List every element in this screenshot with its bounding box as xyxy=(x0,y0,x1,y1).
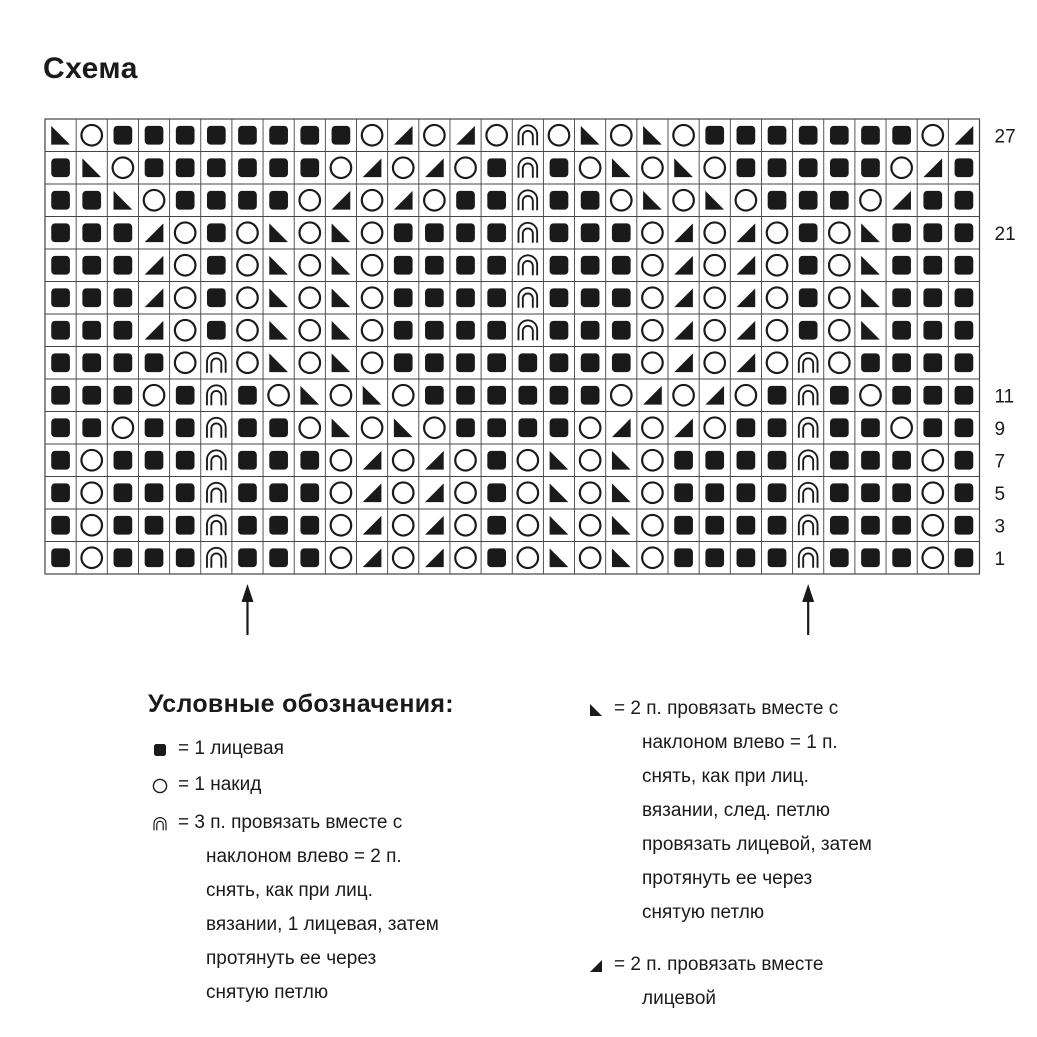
knit-stitch-icon xyxy=(830,158,849,177)
knit-stitch-icon xyxy=(394,353,413,372)
knit-stitch-icon xyxy=(799,126,818,145)
knit-stitch-icon xyxy=(114,516,133,535)
knit-stitch-icon xyxy=(456,386,475,405)
knit-stitch-icon xyxy=(705,516,724,535)
knit-stitch-icon xyxy=(955,321,974,340)
knit-stitch-icon xyxy=(238,191,257,210)
knit-stitch-icon xyxy=(737,483,756,502)
knit-stitch-icon xyxy=(51,386,70,405)
knit-stitch-icon xyxy=(300,548,319,567)
knit-stitch-icon xyxy=(269,126,288,145)
knit-stitch-icon xyxy=(207,288,226,307)
knit-stitch-icon xyxy=(737,548,756,567)
knit-stitch-icon xyxy=(768,516,787,535)
row-number-label: 1 xyxy=(994,548,1006,570)
knit-stitch-icon xyxy=(207,223,226,242)
knit-stitch-icon xyxy=(799,191,818,210)
row-number-label: 27 xyxy=(994,126,1016,148)
row-number-label: 9 xyxy=(994,418,1006,440)
knit-stitch-icon xyxy=(82,288,101,307)
knit-stitch-icon xyxy=(425,223,444,242)
knit-stitch-icon xyxy=(456,191,475,210)
knit-stitch-icon xyxy=(82,223,101,242)
knit-stitch-icon xyxy=(487,483,506,502)
knit-stitch-icon xyxy=(518,386,537,405)
knit-stitch-icon xyxy=(550,386,569,405)
circle-icon xyxy=(150,776,170,796)
knit-stitch-icon xyxy=(705,126,724,145)
knit-stitch-icon xyxy=(51,451,70,470)
knit-stitch-icon xyxy=(425,256,444,275)
knit-stitch-icon xyxy=(114,386,133,405)
knit-stitch-icon xyxy=(51,353,70,372)
knit-stitch-icon xyxy=(955,451,974,470)
knit-stitch-icon xyxy=(955,353,974,372)
knit-stitch-icon xyxy=(269,516,288,535)
knit-stitch-icon xyxy=(394,288,413,307)
knit-stitch-icon xyxy=(830,191,849,210)
knit-stitch-icon xyxy=(550,256,569,275)
knit-stitch-icon xyxy=(176,418,195,437)
knit-stitch-icon xyxy=(51,288,70,307)
knit-stitch-icon xyxy=(487,288,506,307)
knit-stitch-icon xyxy=(487,386,506,405)
knit-stitch-icon xyxy=(705,451,724,470)
knit-stitch-icon xyxy=(861,548,880,567)
knit-stitch-icon xyxy=(176,548,195,567)
knit-stitch-icon xyxy=(145,483,164,502)
knit-stitch-icon xyxy=(487,451,506,470)
knit-stitch-icon xyxy=(176,483,195,502)
knit-stitch-icon xyxy=(207,321,226,340)
legend-text-line: = 2 п. провязать вместе xyxy=(614,954,824,975)
knit-stitch-icon xyxy=(238,483,257,502)
knit-stitch-icon xyxy=(51,158,70,177)
knit-stitch-icon xyxy=(269,451,288,470)
knit-stitch-icon xyxy=(955,386,974,405)
knit-stitch-icon xyxy=(923,386,942,405)
knit-stitch-icon xyxy=(955,256,974,275)
knit-stitch-icon xyxy=(82,353,101,372)
knit-stitch-icon xyxy=(51,483,70,502)
knit-stitch-icon xyxy=(487,321,506,340)
knit-stitch-icon xyxy=(82,418,101,437)
legend-text-line: = 2 п. провязать вместе с xyxy=(614,698,839,719)
knit-stitch-icon xyxy=(394,256,413,275)
knit-stitch-icon xyxy=(238,451,257,470)
knit-stitch-icon xyxy=(799,223,818,242)
knit-stitch-icon xyxy=(674,516,693,535)
knit-stitch-icon xyxy=(176,158,195,177)
knit-stitch-icon xyxy=(612,256,631,275)
knit-stitch-icon xyxy=(145,418,164,437)
knit-stitch-icon xyxy=(51,321,70,340)
knit-stitch-icon xyxy=(487,418,506,437)
knit-stitch-icon xyxy=(892,256,911,275)
knit-stitch-icon xyxy=(830,548,849,567)
knit-stitch-icon xyxy=(861,516,880,535)
knit-stitch-icon xyxy=(737,418,756,437)
knit-stitch-icon xyxy=(82,256,101,275)
knit-stitch-icon xyxy=(114,288,133,307)
knit-stitch-icon xyxy=(581,386,600,405)
knit-stitch-icon xyxy=(145,451,164,470)
knit-stitch-icon xyxy=(300,158,319,177)
knit-stitch-icon xyxy=(425,353,444,372)
knit-stitch-icon xyxy=(238,126,257,145)
knit-stitch-icon xyxy=(923,223,942,242)
knit-stitch-icon xyxy=(176,516,195,535)
legend-title: Условные обозначения: xyxy=(148,690,454,718)
knit-stitch-icon xyxy=(955,191,974,210)
knit-stitch-icon xyxy=(456,353,475,372)
knit-stitch-icon xyxy=(145,548,164,567)
knit-stitch-icon xyxy=(550,353,569,372)
knit-stitch-icon xyxy=(737,451,756,470)
legend-text-line: вязании, след. петлю xyxy=(642,800,830,821)
knit-stitch-icon xyxy=(861,158,880,177)
knit-stitch-icon xyxy=(425,288,444,307)
knit-stitch-icon xyxy=(830,516,849,535)
knit-stitch-icon xyxy=(581,191,600,210)
repeat-arrow-icon xyxy=(802,584,814,635)
knit-stitch-icon xyxy=(674,483,693,502)
knit-stitch-icon xyxy=(82,191,101,210)
knit-stitch-icon xyxy=(799,256,818,275)
knit-stitch-icon xyxy=(768,548,787,567)
knit-stitch-icon xyxy=(923,288,942,307)
knit-stitch-icon xyxy=(145,158,164,177)
knit-stitch-icon xyxy=(892,548,911,567)
knit-stitch-icon xyxy=(176,451,195,470)
knit-stitch-icon xyxy=(176,191,195,210)
left-triangle-icon xyxy=(586,700,606,720)
legend-text-line: снятую петлю xyxy=(206,982,329,1003)
knit-stitch-icon xyxy=(955,548,974,567)
knit-stitch-icon xyxy=(145,353,164,372)
chart-title: Схема xyxy=(43,52,138,85)
knit-stitch-icon xyxy=(550,418,569,437)
legend-text-line: лицевой xyxy=(642,988,716,1009)
knit-stitch-icon xyxy=(892,516,911,535)
knit-stitch-icon xyxy=(487,158,506,177)
knit-stitch-icon xyxy=(207,191,226,210)
legend-text-line: = 3 п. провязать вместе с xyxy=(178,812,403,833)
knit-stitch-icon xyxy=(892,126,911,145)
knit-stitch-icon xyxy=(114,126,133,145)
knit-stitch-icon xyxy=(487,223,506,242)
knit-stitch-icon xyxy=(550,321,569,340)
knit-stitch-icon xyxy=(923,418,942,437)
knit-stitch-icon xyxy=(550,191,569,210)
knit-stitch-icon xyxy=(830,483,849,502)
knit-stitch-icon xyxy=(768,451,787,470)
knit-stitch-icon xyxy=(425,321,444,340)
knit-stitch-icon xyxy=(799,288,818,307)
knit-stitch-icon xyxy=(51,548,70,567)
knit-stitch-icon xyxy=(114,256,133,275)
knit-stitch-icon xyxy=(830,451,849,470)
knit-stitch-icon xyxy=(456,288,475,307)
knit-stitch-icon xyxy=(487,191,506,210)
knit-stitch-icon xyxy=(550,223,569,242)
knit-stitch-icon xyxy=(51,191,70,210)
knit-stitch-icon xyxy=(674,451,693,470)
legend-item-left-decrease xyxy=(586,692,872,930)
knit-stitch-icon xyxy=(207,126,226,145)
knit-stitch-icon xyxy=(955,483,974,502)
knit-stitch-icon xyxy=(207,256,226,275)
row-number-label: 11 xyxy=(994,386,1015,408)
knit-stitch-icon xyxy=(114,321,133,340)
knit-stitch-icon xyxy=(82,386,101,405)
knit-stitch-icon xyxy=(114,483,133,502)
row-number-label: 7 xyxy=(994,451,1006,473)
knit-stitch-icon xyxy=(581,353,600,372)
knit-stitch-icon xyxy=(612,288,631,307)
knit-stitch-icon xyxy=(456,321,475,340)
knit-stitch-icon xyxy=(892,451,911,470)
knit-stitch-icon xyxy=(705,548,724,567)
knit-stitch-icon xyxy=(923,321,942,340)
knit-stitch-icon xyxy=(114,353,133,372)
knit-stitch-icon xyxy=(425,386,444,405)
legend-text-line: = 1 лицевая xyxy=(178,738,284,759)
knit-stitch-icon xyxy=(550,288,569,307)
legend-text-line: снять, как при лиц. xyxy=(642,766,809,787)
right-triangle-icon xyxy=(586,956,606,976)
knit-stitch-icon xyxy=(238,516,257,535)
knit-stitch-icon xyxy=(581,223,600,242)
knit-stitch-icon xyxy=(955,158,974,177)
knit-stitch-icon xyxy=(861,451,880,470)
knit-stitch-icon xyxy=(830,418,849,437)
row-number-label: 21 xyxy=(994,223,1016,245)
knit-stitch-icon xyxy=(300,126,319,145)
legend-text-line: наклоном влево = 1 п. xyxy=(642,732,838,753)
legend-item-right-decrease xyxy=(586,948,823,1016)
knit-stitch-icon xyxy=(238,158,257,177)
knit-stitch-icon xyxy=(176,126,195,145)
knit-stitch-icon xyxy=(768,483,787,502)
legend-item-three-together xyxy=(150,806,439,1010)
knit-stitch-icon xyxy=(300,451,319,470)
knit-stitch-icon xyxy=(238,418,257,437)
knit-stitch-icon xyxy=(923,353,942,372)
row-number-label: 3 xyxy=(994,516,1006,538)
knit-stitch-icon xyxy=(269,191,288,210)
knit-stitch-icon xyxy=(799,158,818,177)
knit-stitch-icon xyxy=(487,516,506,535)
legend-text-line: протянуть ее через xyxy=(642,868,813,889)
legend-text-line: протянуть ее через xyxy=(206,948,377,969)
knit-stitch-icon xyxy=(269,418,288,437)
knit-stitch-icon xyxy=(518,418,537,437)
knit-stitch-icon xyxy=(768,386,787,405)
knit-stitch-icon xyxy=(269,158,288,177)
knit-stitch-icon xyxy=(892,353,911,372)
knit-stitch-icon xyxy=(394,223,413,242)
knit-stitch-icon xyxy=(269,483,288,502)
knit-stitch-icon xyxy=(238,386,257,405)
knit-stitch-icon xyxy=(487,353,506,372)
repeat-arrow-icon xyxy=(241,584,253,635)
knit-stitch-icon xyxy=(923,256,942,275)
knit-stitch-icon xyxy=(581,256,600,275)
knit-stitch-icon xyxy=(737,158,756,177)
filled-square-icon xyxy=(150,740,170,760)
knit-stitch-icon xyxy=(612,321,631,340)
knit-stitch-icon xyxy=(737,516,756,535)
knit-stitch-icon xyxy=(51,418,70,437)
knit-stitch-icon xyxy=(114,548,133,567)
knit-stitch-icon xyxy=(550,158,569,177)
knit-stitch-icon xyxy=(51,516,70,535)
knit-stitch-icon xyxy=(581,321,600,340)
knit-stitch-icon xyxy=(955,223,974,242)
knit-stitch-icon xyxy=(830,126,849,145)
knit-stitch-icon xyxy=(861,353,880,372)
knit-stitch-icon xyxy=(82,321,101,340)
knit-stitch-icon xyxy=(768,126,787,145)
knit-stitch-icon xyxy=(114,451,133,470)
knit-stitch-icon xyxy=(861,126,880,145)
knit-stitch-icon xyxy=(955,516,974,535)
knit-stitch-icon xyxy=(456,256,475,275)
knit-stitch-icon xyxy=(892,483,911,502)
knit-stitch-icon xyxy=(487,256,506,275)
knit-stitch-icon xyxy=(114,223,133,242)
legend-text-line: снятую петлю xyxy=(642,902,765,923)
knit-stitch-icon xyxy=(737,126,756,145)
legend-text-line: = 1 накид xyxy=(178,774,262,795)
arch-icon xyxy=(150,814,170,834)
legend-item-yarn-over xyxy=(150,768,261,802)
knit-stitch-icon xyxy=(487,548,506,567)
legend-item-knit xyxy=(150,732,284,766)
knit-stitch-icon xyxy=(145,126,164,145)
knit-stitch-icon xyxy=(892,223,911,242)
knit-stitch-icon xyxy=(674,548,693,567)
knit-stitch-icon xyxy=(207,158,226,177)
knit-stitch-icon xyxy=(612,223,631,242)
knit-stitch-icon xyxy=(955,418,974,437)
legend-text-line: наклоном влево = 2 п. xyxy=(206,846,402,867)
knit-stitch-icon xyxy=(705,483,724,502)
knit-stitch-icon xyxy=(145,516,164,535)
knit-stitch-icon xyxy=(923,191,942,210)
knit-stitch-icon xyxy=(269,548,288,567)
knit-stitch-icon xyxy=(768,418,787,437)
knit-stitch-icon xyxy=(861,418,880,437)
knit-stitch-icon xyxy=(300,483,319,502)
legend-text-line: провязать лицевой, затем xyxy=(642,834,872,855)
knit-stitch-icon xyxy=(861,483,880,502)
knit-stitch-icon xyxy=(332,126,351,145)
knit-stitch-icon xyxy=(394,321,413,340)
knit-stitch-icon xyxy=(51,223,70,242)
knit-stitch-icon xyxy=(581,288,600,307)
knit-stitch-icon xyxy=(456,223,475,242)
knit-stitch-icon xyxy=(768,191,787,210)
knit-stitch-icon xyxy=(300,516,319,535)
knit-stitch-icon xyxy=(892,386,911,405)
knit-stitch-icon xyxy=(830,386,849,405)
legend-text-line: вязании, 1 лицевая, затем xyxy=(206,914,439,935)
knit-stitch-icon xyxy=(892,321,911,340)
knit-stitch-icon xyxy=(238,548,257,567)
knit-stitch-icon xyxy=(518,353,537,372)
knit-stitch-icon xyxy=(456,418,475,437)
knit-stitch-icon xyxy=(799,321,818,340)
knit-stitch-icon xyxy=(892,288,911,307)
legend-text-line: снять, как при лиц. xyxy=(206,880,373,901)
knit-stitch-icon xyxy=(955,288,974,307)
knit-stitch-icon xyxy=(176,386,195,405)
knit-stitch-icon xyxy=(612,353,631,372)
row-number-label: 5 xyxy=(994,483,1006,505)
knit-stitch-icon xyxy=(51,256,70,275)
knit-stitch-icon xyxy=(768,158,787,177)
